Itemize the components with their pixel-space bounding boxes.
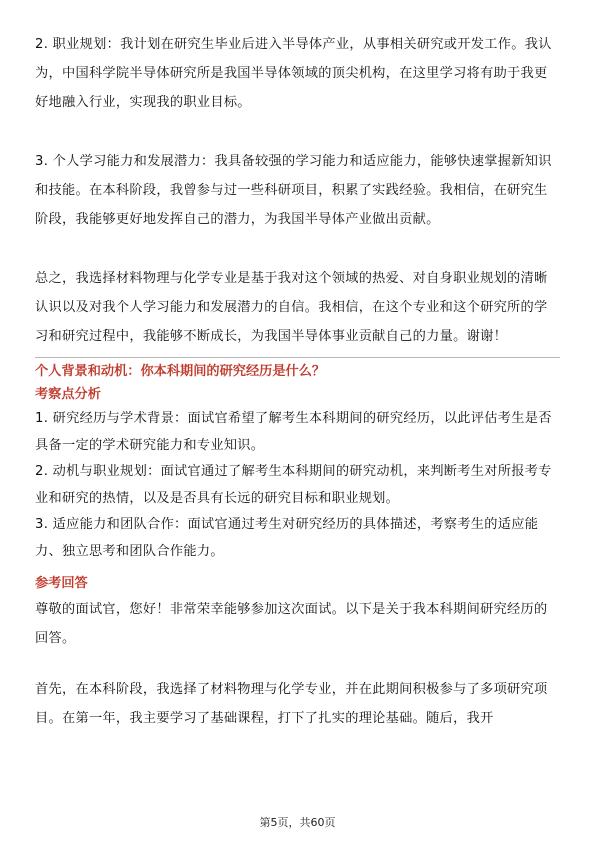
spacer — [35, 565, 560, 573]
analysis-item: 1. 研究经历与学术背景：面试官希望了解考生本科期间的研究经历，以此评估考生是否具备一定的学术研究能力和专业知识。 — [35, 411, 552, 453]
answer-heading: 参考回答 — [35, 576, 88, 591]
spacer — [35, 234, 560, 264]
page-number: 第5页，共60页 — [259, 816, 336, 829]
answer-paragraph: 尊敬的面试官，您好！非常荣幸能够参加这次面试。以下是关于我本科期间研究经历的回答。 — [35, 602, 548, 646]
conclusion-paragraph: 总之，我选择材料物理与化学专业是基于我对这个领域的热爱、对自身职业规划的清晰认识以及对我个人学习能力和发展潜力的自信。我相信，在这个专业和这个研究所的学习和研究过程中，我能够不断成长，为我国半导体事业贡献自己的力量。谢谢！ — [35, 271, 548, 344]
question-title: 个人背景和动机：你本科期间的研究经历是什么？ — [35, 364, 326, 379]
learning-ability-paragraph: 3. 个人学习能力和发展潜力：我具备较强的学习能力和适应能力，能够快速掌握新知识和技能。在本科阶段，我曾参与过一些科研项目，积累了实践经验。我相信，在研究生阶段，我能够更好地发挥自己的潜力，为我国半导体产业做出贡献。 — [35, 154, 552, 227]
analysis-item: 2. 动机与职业规划：面试官通过了解考生本科期间的研究动机，来判断考生对所报考专业和研究的热情，以及是否具有长远的研究目标和职业规划。 — [35, 464, 552, 506]
analysis-list — [35, 406, 560, 565]
analysis-item: 3. 适应能力和团队合作：面试官通过考生对研究经历的具体描述，考察考生的适应能力、独立思考和团队合作能力。 — [35, 517, 539, 559]
analysis-heading: 考察点分析 — [35, 387, 101, 402]
page-content — [35, 30, 560, 733]
section-divider — [35, 357, 560, 358]
spacer — [35, 117, 560, 147]
spacer — [35, 653, 560, 675]
answer-paragraph: 首先，在本科阶段，我选择了材料物理与化学专业，并在此期间积极参与了多项研究项目。在第一年，我主要学习了基础课程，打下了扎实的理论基础。随后，我开 — [35, 682, 548, 726]
career-plan-paragraph: 2. 职业规划：我计划在研究生毕业后进入半导体产业，从事相关研究或开发工作。我认为，中国科学院半导体研究所是我国半导体领域的顶尖机构，在这里学习将有助于我更好地融入行业，实现我的职业目标。 — [35, 37, 552, 110]
